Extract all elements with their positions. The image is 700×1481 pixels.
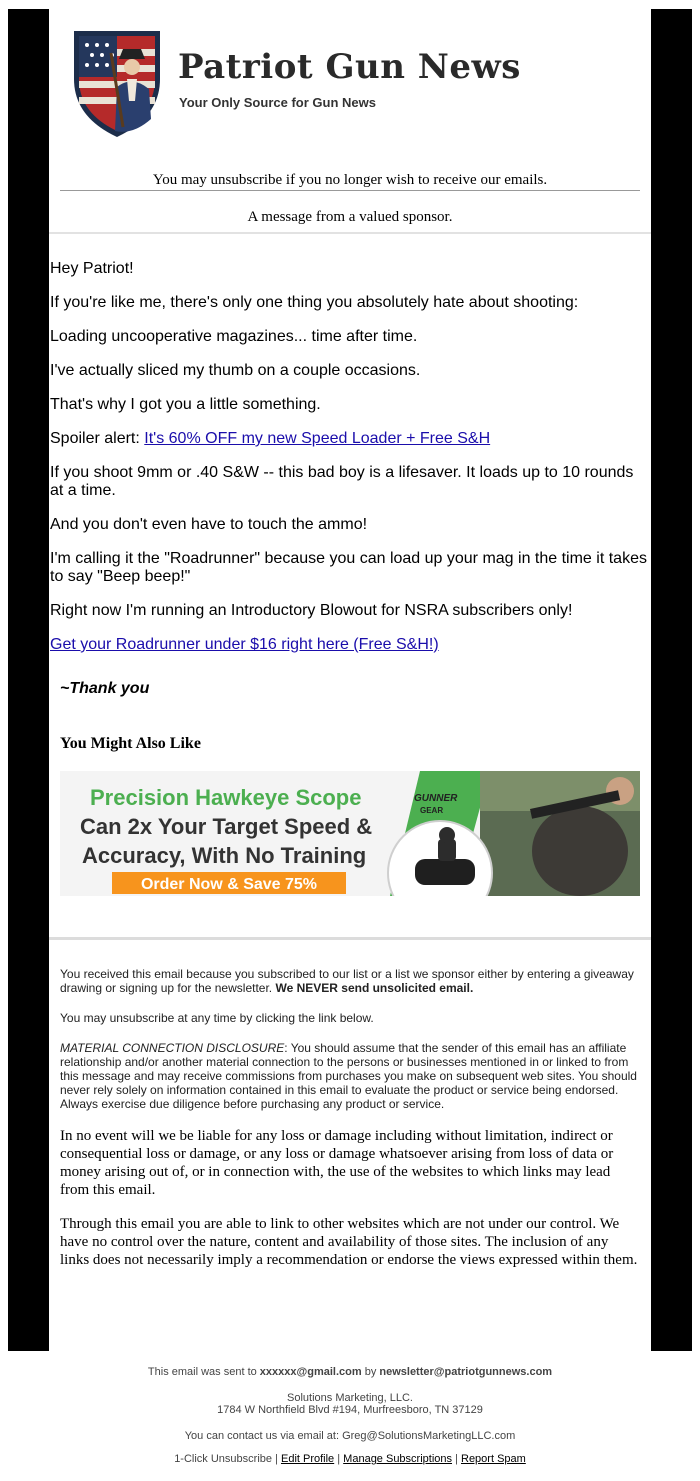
body-paragraph: Loading uncooperative magazines... time after time. (50, 328, 418, 345)
material-disclosure (60, 1041, 640, 1111)
gunner-gear-logo-bottom: GEAR (420, 806, 444, 815)
link-separator: | (334, 1453, 344, 1465)
section-divider (49, 232, 651, 234)
brand-tagline: Your Only Source for Gun News (179, 95, 376, 110)
also-like-heading: You Might Also Like (60, 735, 201, 752)
material-disclosure-title: MATERIAL CONNECTION DISCLOSURE (60, 1041, 285, 1055)
report-spam-link[interactable]: Report Spam (461, 1453, 526, 1465)
one-click-unsubscribe-link[interactable]: 1-Click Unsubscribe (174, 1453, 272, 1465)
sent-by-prefix: by (361, 1366, 380, 1378)
no-unsolicited-note: We NEVER send unsolicited email. (275, 981, 474, 995)
edit-profile-link[interactable]: Edit Profile (280, 1453, 335, 1465)
body-paragraph: Right now I'm running an Introductory Blowout for NSRA subscribers only! (50, 602, 573, 619)
unsubscribe-info: You may unsubscribe at any time by clicking the link below. (60, 1011, 374, 1025)
link-separator: | (272, 1453, 281, 1465)
recipient-email: xxxxxx@gmail.com (259, 1366, 362, 1378)
external-links-disclaimer: Through this email you are able to link to other websites which are not under our control. We have no control over the nature, content and availability of those sites. The inclusion of any links does not necessarily imply a recommendation or endorse the views expressed within them. (60, 1216, 638, 1268)
email-bottom-info (0, 1366, 700, 1465)
link-separator: | (452, 1453, 461, 1465)
body-paragraph: I'm calling it the "Roadrunner" because you can load up your mag in the time it takes to say "Beep beep!" (50, 550, 647, 585)
footer-divider (49, 937, 651, 940)
company-address: 1784 W Northfield Blvd #194, Murfreesboro, TN 37129 (217, 1404, 483, 1416)
sent-prefix: This email was sent to (147, 1366, 260, 1378)
patriot-shield-logo (71, 27, 163, 139)
body-paragraph: And you don't even have to touch the ammo! (50, 516, 368, 533)
company-name: Solutions Marketing, LLC. (287, 1392, 413, 1404)
unsubscribe-note: You may unsubscribe if you no longer wish to receive our emails. (152, 172, 548, 188)
body-paragraph: If you shoot 9mm or .40 S&W -- this bad boy is a lifesaver. It loads up to 10 rounds at a time. (50, 464, 634, 499)
ad-line-2: Can 2x Your Target Speed & (80, 814, 373, 839)
subscription-reason-text: You received this email because you subscribed to our list or a list we sponsor either by entering a giveaway drawing or signing up for the newsletter. (60, 967, 634, 995)
body-paragraph: If you're like me, there's only one thing you absolutely hate about shooting: (50, 294, 579, 311)
body-paragraph: I've actually sliced my thumb on a couple occasions. (50, 362, 421, 379)
cta-paragraph (50, 636, 650, 654)
email-body (49, 9, 651, 1351)
material-disclosure-text: : You should assume that the sender of this email has an affiliate relationship and/or another material connection to the persons or businesses mentioned in or linked to from this message and may receive commissions from purchases you make on subsequent web sites. You should never rely solely on information contained in this email to evaluate the product or service being endorsed. Always exercise due diligence before purchasing any product or service. (60, 1041, 637, 1111)
spoiler-paragraph (50, 430, 650, 448)
manage-subscriptions-link[interactable]: Manage Subscriptions (343, 1453, 453, 1465)
ad-line-3: Accuracy, With No Training (82, 843, 367, 868)
ad-line-1: Precision Hawkeye Scope (90, 785, 362, 810)
body-paragraph: That's why I got you a little something. (50, 396, 321, 413)
subscription-reason (60, 967, 640, 995)
newsletter-header (49, 9, 651, 225)
footer-disclaimer (60, 967, 640, 1285)
gunner-gear-logo-top: GUNNER (414, 793, 458, 804)
liability-disclaimer: In no event will we be liable for any loss or damage including without limitation, indirect or consequential loss or damage, or any loss or damage whatsoever arising from loss of data or money arising out of, or in connection with, the use of the websites to which links may lead from this email. (60, 1128, 614, 1198)
sent-info (0, 1366, 700, 1378)
signoff: ~Thank you (60, 680, 150, 697)
roadrunner-cta-link[interactable]: Get your Roadrunner under $16 right here (Free S&H!) (50, 636, 439, 653)
spoiler-prefix: Spoiler alert: (50, 430, 145, 447)
ad-order-button-label: Order Now & Save 75% (140, 876, 318, 893)
speed-loader-offer-link[interactable]: It's 60% OFF my new Speed Loader + Free S&H (144, 430, 491, 447)
footer-links (0, 1453, 700, 1465)
hawkeye-scope-ad-banner[interactable] (60, 771, 640, 896)
greeting: Hey Patriot! (50, 260, 134, 277)
ad-banner-graphic (60, 771, 640, 896)
sponsor-note: A message from a valued sponsor. (247, 209, 453, 225)
contact-info: You can contact us via email at: Greg@SolutionsMarketingLLC.com (184, 1430, 516, 1442)
brand-name: Patriot Gun News (178, 47, 521, 87)
sender-email: newsletter@patriotgunnews.com (379, 1366, 553, 1378)
header-divider (60, 190, 640, 191)
message-body (50, 260, 650, 670)
